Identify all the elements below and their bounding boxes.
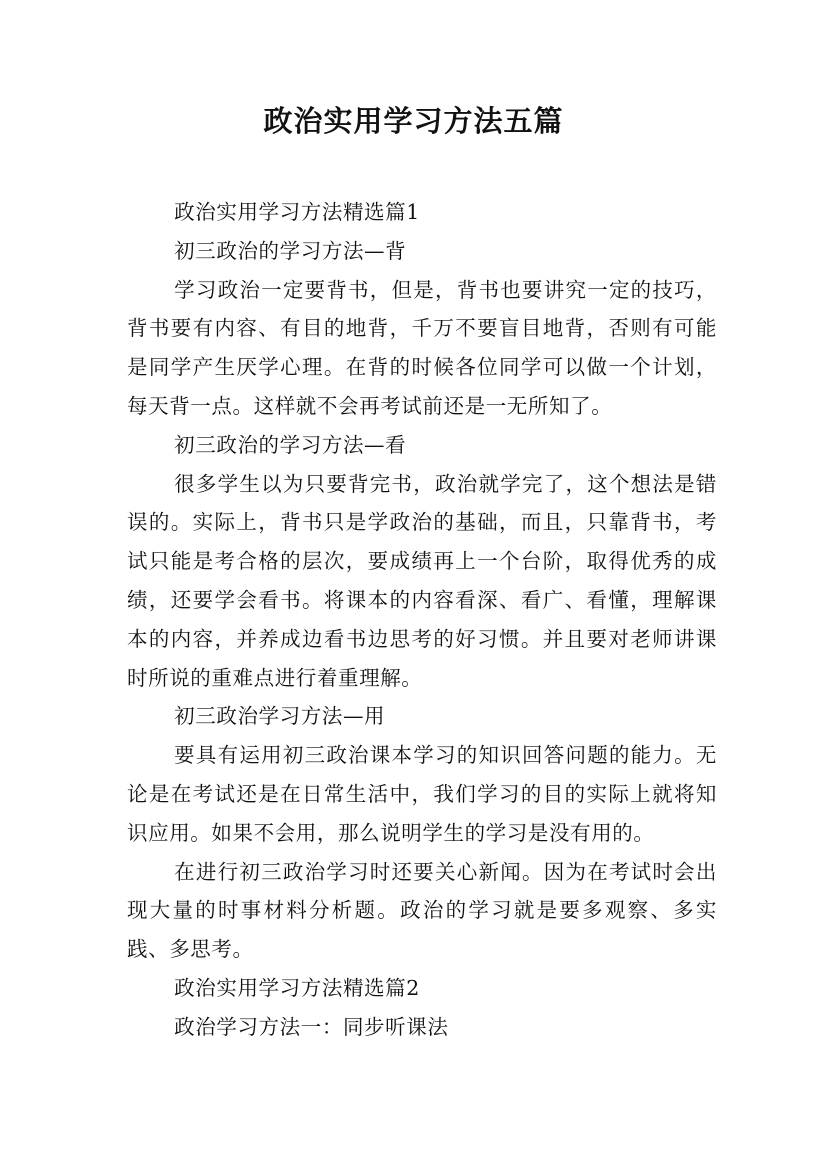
- document-body: [127, 193, 717, 1047]
- section-heading: 政治实用学习方法精选篇1: [174, 200, 420, 224]
- body-paragraph: 学习政治一定要背书，但是，背书也要讲究一定的技巧，背书要有内容、有目的地背，千万不要盲目地背，否则有可能是同学产生厌学心理。在背的时候各位同学可以做一个计划，每天背一点。这样就不会再考试前还是一无所知了。: [127, 277, 717, 418]
- subsection-heading: 初三政治的学习方法—看: [174, 432, 407, 457]
- subsection-heading: 初三政治学习方法—用: [174, 704, 386, 729]
- document-title: 政治实用学习方法五篇: [263, 104, 564, 138]
- section-heading: 政治实用学习方法精选篇2: [174, 975, 420, 1000]
- subsection-heading: 政治学习方法一：同步听课法: [174, 1014, 449, 1039]
- body-paragraph: 在进行初三政治学习时还要关心新闻。因为在考试时会出现大量的时事材料分析题。政治的学习就是要多观察、多实践、多思考。: [127, 859, 717, 962]
- body-paragraph: 要具有运用初三政治课本学习的知识回答问题的能力。无论是在考试还是在日常生活中，我们学习的目的实际上就将知识应用。如果不会用，那么说明学生的学习是没有用的。: [127, 743, 717, 845]
- subsection-heading: 初三政治的学习方法—背: [174, 238, 407, 263]
- body-paragraph: 很多学生以为只要背完书，政治就学完了，这个想法是错误的。实际上，背书只是学政治的基础，而且，只靠背书，考试只能是考合格的层次，要成绩再上一个台阶，取得优秀的成绩，还要学会看书。将课本的内容看深、看广、看懂，理解课本的内容，并养成边看书边思考的好习惯。并且要对老师讲课时所说的重难点进行着重理解。: [127, 471, 717, 690]
